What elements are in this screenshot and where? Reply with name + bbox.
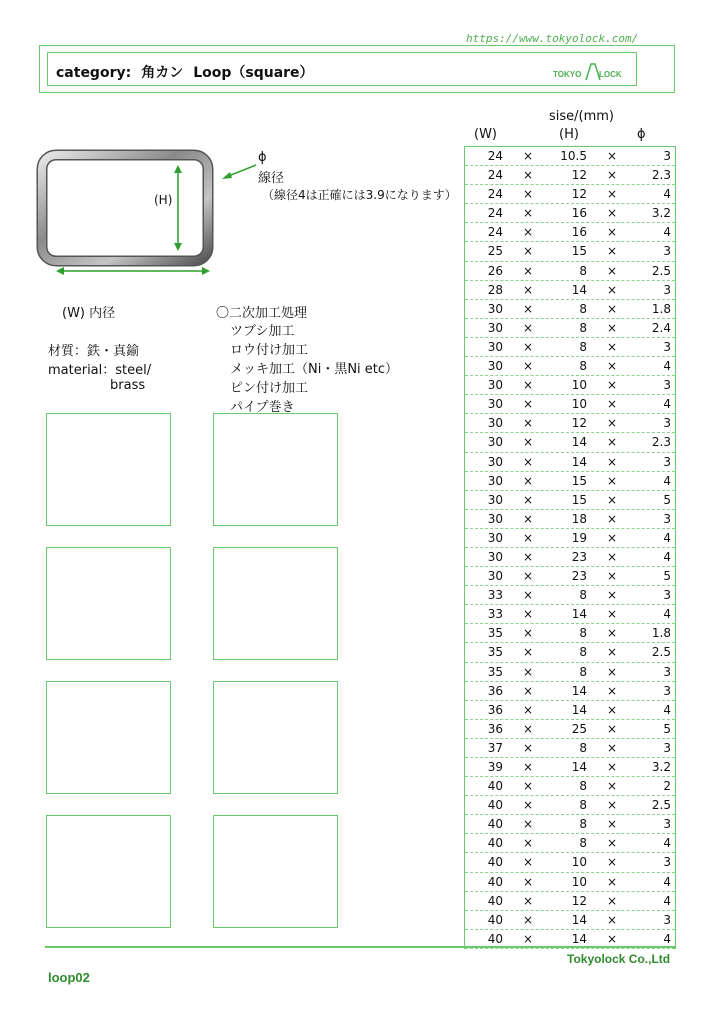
table-row — [465, 338, 675, 357]
table-row — [465, 624, 675, 643]
company-name: Tokyolock Co.,Ltd — [567, 952, 671, 966]
image-box — [213, 681, 338, 794]
material-en-2: brass — [110, 378, 146, 393]
cell-times: × — [523, 168, 534, 183]
cell-h: 10 — [571, 874, 587, 889]
cell-h: 8 — [579, 359, 587, 374]
cell-times: × — [523, 683, 534, 698]
cell-phi: 3 — [663, 339, 671, 354]
cell-times: × — [607, 225, 618, 240]
cell-h: 14 — [571, 435, 587, 450]
table-row — [465, 815, 675, 834]
cell-h: 10 — [571, 378, 587, 393]
cell-phi: 2.4 — [651, 320, 671, 335]
processing-item: メッキ加工（Ni・黒Ni etc） — [230, 362, 399, 377]
cell-phi: 2.5 — [651, 263, 671, 278]
cell-h: 8 — [579, 301, 587, 316]
cell-times: × — [607, 893, 618, 908]
phi-symbol: ϕ — [258, 150, 267, 165]
image-box — [46, 547, 171, 660]
cell-times: × — [523, 664, 534, 679]
cell-times: × — [607, 339, 618, 354]
cell-h: 10 — [571, 855, 587, 870]
cell-h: 14 — [571, 912, 587, 927]
cell-times: × — [607, 378, 618, 393]
cell-h: 14 — [571, 607, 587, 622]
cell-w: 24 — [487, 206, 503, 221]
table-row — [465, 701, 675, 720]
cell-times: × — [607, 359, 618, 374]
cell-times: × — [607, 607, 618, 622]
cell-w: 30 — [487, 320, 503, 335]
cell-h: 12 — [571, 416, 587, 431]
cell-times: × — [607, 416, 618, 431]
cell-w: 30 — [487, 435, 503, 450]
table-row — [465, 605, 675, 624]
cell-times: × — [607, 626, 618, 641]
cell-times: × — [607, 740, 618, 755]
cell-h: 12 — [571, 168, 587, 183]
cell-h: 12 — [571, 893, 587, 908]
cell-w: 30 — [487, 339, 503, 354]
cell-times: × — [523, 244, 534, 259]
size-table — [464, 146, 676, 949]
cell-times: × — [607, 645, 618, 660]
cell-w: 40 — [487, 855, 503, 870]
table-row — [465, 166, 675, 185]
cell-h: 23 — [571, 569, 587, 584]
cell-w: 28 — [487, 282, 503, 297]
cell-times: × — [607, 683, 618, 698]
cell-times: × — [523, 378, 534, 393]
cell-phi: 4 — [663, 836, 671, 851]
cell-phi: 2.3 — [651, 435, 671, 450]
cell-times: × — [607, 702, 618, 717]
cell-times: × — [523, 339, 534, 354]
cell-times: × — [523, 320, 534, 335]
cell-phi: 3.2 — [651, 760, 671, 774]
cell-times: × — [523, 645, 534, 660]
cell-w: 40 — [487, 931, 503, 946]
cell-phi: 2.3 — [651, 168, 671, 183]
processing-item: ロウ付け加工 — [230, 343, 309, 358]
cell-h: 15 — [571, 473, 587, 488]
cell-h: 8 — [579, 740, 587, 755]
table-row — [465, 586, 675, 605]
cell-h: 25 — [571, 721, 587, 736]
table-row — [465, 204, 675, 223]
table-row — [465, 376, 675, 395]
cell-times: × — [523, 874, 534, 889]
cell-times: × — [523, 359, 534, 374]
cell-times: × — [523, 893, 534, 908]
cell-times: × — [523, 779, 534, 794]
cell-times: × — [523, 740, 534, 755]
cell-times: × — [607, 874, 618, 889]
cell-h: 8 — [579, 645, 587, 660]
cell-w: 30 — [487, 416, 503, 431]
cell-phi: 5 — [663, 569, 671, 584]
cell-times: × — [523, 836, 534, 851]
category-en: Loop（square） — [193, 65, 314, 81]
table-row — [465, 281, 675, 300]
table-row — [465, 873, 675, 892]
cell-w: 30 — [487, 492, 503, 507]
material-jp: 材質：鉄・真鍮 — [48, 344, 140, 359]
cell-times: × — [523, 511, 534, 526]
cell-h: 18 — [571, 511, 587, 526]
cell-times: × — [607, 168, 618, 183]
cell-phi: 4 — [663, 874, 671, 889]
cell-h: 19 — [571, 530, 587, 545]
cell-times: × — [523, 931, 534, 946]
image-box — [213, 815, 338, 928]
cell-phi: 1.8 — [651, 626, 671, 641]
cell-phi: 3 — [663, 855, 671, 870]
cell-h: 16 — [571, 206, 587, 221]
cell-times: × — [523, 530, 534, 545]
cell-phi: 3 — [663, 740, 671, 755]
cell-h: 14 — [571, 454, 587, 469]
category-jp: 角カン — [141, 65, 184, 81]
cell-w: 30 — [487, 454, 503, 469]
square-loop-diagram — [36, 145, 226, 280]
cell-times: × — [607, 588, 618, 603]
table-row — [465, 185, 675, 204]
cell-h: 10 — [571, 397, 587, 412]
table-row — [465, 453, 675, 472]
cell-w: 35 — [487, 645, 503, 660]
cell-phi: 3 — [663, 912, 671, 927]
cell-phi: 3 — [663, 282, 671, 297]
cell-times: × — [607, 779, 618, 794]
cell-h: 15 — [571, 492, 587, 507]
cell-times: × — [523, 282, 534, 297]
cell-w: 24 — [487, 225, 503, 240]
cell-times: × — [523, 855, 534, 870]
cell-times: × — [607, 798, 618, 813]
cell-times: × — [523, 206, 534, 221]
table-row — [465, 682, 675, 701]
cell-times: × — [607, 530, 618, 545]
cell-h: 23 — [571, 549, 587, 564]
image-box — [46, 815, 171, 928]
cell-times: × — [523, 588, 534, 603]
cell-phi: 4 — [663, 530, 671, 545]
material-en-1: material：steel/ — [48, 363, 152, 378]
cell-w: 26 — [487, 263, 503, 278]
tokyolock-logo — [553, 62, 625, 82]
cell-w: 30 — [487, 359, 503, 374]
cell-w: 36 — [487, 683, 503, 698]
cell-w: 30 — [487, 569, 503, 584]
cell-times: × — [607, 301, 618, 316]
cell-times: × — [607, 931, 618, 946]
cell-times: × — [607, 511, 618, 526]
table-row — [465, 911, 675, 930]
table-row — [465, 414, 675, 433]
cell-w: 40 — [487, 874, 503, 889]
cell-times: × — [607, 569, 618, 584]
cell-times: × — [523, 435, 534, 450]
category-label: category: — [56, 65, 132, 81]
table-row — [465, 223, 675, 242]
cell-times: × — [523, 416, 534, 431]
cell-phi: 3 — [663, 683, 671, 698]
cell-times: × — [523, 702, 534, 717]
table-row — [465, 319, 675, 338]
table-row — [465, 472, 675, 491]
cell-w: 25 — [487, 244, 503, 259]
table-row — [465, 720, 675, 739]
logo-text-left: TOKYO — [553, 70, 582, 79]
h-label: (H) — [154, 193, 173, 207]
processing-title: 〇二次加工処理 — [216, 306, 308, 321]
cell-times: × — [523, 397, 534, 412]
table-row — [465, 758, 675, 777]
cell-h: 14 — [571, 931, 587, 946]
cell-times: × — [523, 225, 534, 240]
table-row — [465, 796, 675, 815]
cell-times: × — [523, 454, 534, 469]
cell-phi: 2.5 — [651, 645, 671, 660]
table-row — [465, 643, 675, 662]
cell-w: 33 — [487, 607, 503, 622]
cell-w: 33 — [487, 588, 503, 603]
cell-w: 30 — [487, 511, 503, 526]
cell-w: 30 — [487, 530, 503, 545]
table-row — [465, 262, 675, 281]
table-row — [465, 834, 675, 853]
table-row — [465, 242, 675, 261]
cell-w: 37 — [487, 740, 503, 755]
cell-times: × — [523, 817, 534, 832]
cell-times: × — [523, 492, 534, 507]
cell-times: × — [523, 607, 534, 622]
cell-phi: 2 — [663, 779, 671, 794]
cell-times: × — [607, 664, 618, 679]
table-row — [465, 300, 675, 319]
cell-times: × — [607, 721, 618, 736]
image-box — [213, 413, 338, 526]
cell-w: 40 — [487, 817, 503, 832]
logo-text-right: LOCK — [599, 70, 622, 79]
col-header-h: (H) — [559, 127, 579, 142]
cell-h: 10.5 — [560, 149, 587, 163]
cell-phi: 4 — [663, 549, 671, 564]
table-row — [465, 433, 675, 452]
cell-phi: 4 — [663, 187, 671, 202]
cell-phi: 3.2 — [651, 206, 671, 221]
image-box — [213, 547, 338, 660]
cell-times: × — [607, 435, 618, 450]
cell-phi: 4 — [663, 931, 671, 946]
cell-h: 14 — [571, 282, 587, 297]
cell-w: 39 — [487, 760, 503, 774]
cell-times: × — [607, 320, 618, 335]
cell-phi: 4 — [663, 607, 671, 622]
cell-times: × — [523, 569, 534, 584]
cell-h: 16 — [571, 225, 587, 240]
table-row — [465, 491, 675, 510]
cell-phi: 3 — [663, 588, 671, 603]
processing-item: ツブシ加工 — [230, 324, 295, 339]
cell-h: 8 — [579, 798, 587, 813]
cell-times: × — [607, 454, 618, 469]
cell-times: × — [607, 912, 618, 927]
loop-ring-sheen — [42, 155, 208, 261]
cell-h: 8 — [579, 817, 587, 832]
cell-w: 30 — [487, 473, 503, 488]
cell-times: × — [607, 855, 618, 870]
product-code: loop02 — [48, 970, 90, 985]
wire-diameter-label: 線径 — [258, 171, 285, 186]
cell-h: 14 — [571, 760, 587, 774]
cell-times: × — [607, 397, 618, 412]
cell-phi: 4 — [663, 397, 671, 412]
table-row — [465, 548, 675, 567]
cell-w: 24 — [487, 168, 503, 183]
cell-h: 8 — [579, 339, 587, 354]
cell-phi: 5 — [663, 721, 671, 736]
wire-diameter-note: （線径4は正確には3.9になります） — [262, 188, 457, 202]
cell-times: × — [523, 187, 534, 202]
table-row — [465, 739, 675, 758]
cell-h: 8 — [579, 588, 587, 603]
cell-phi: 3 — [663, 511, 671, 526]
col-header-phi: ϕ — [637, 127, 646, 142]
cell-w: 40 — [487, 779, 503, 794]
table-row — [465, 853, 675, 872]
category-title — [56, 62, 314, 82]
cell-h: 8 — [579, 779, 587, 794]
cell-phi: 4 — [663, 893, 671, 908]
cell-times: × — [523, 760, 534, 774]
cell-h: 8 — [579, 664, 587, 679]
cell-h: 15 — [571, 244, 587, 259]
cell-h: 8 — [579, 263, 587, 278]
table-row — [465, 357, 675, 376]
cell-times: × — [607, 187, 618, 202]
wire-pointer-arrow — [218, 163, 258, 183]
cell-w: 30 — [487, 378, 503, 393]
processing-item: ピン付け加工 — [230, 381, 309, 396]
cell-phi: 3 — [663, 244, 671, 259]
table-row — [465, 567, 675, 586]
cell-times: × — [607, 244, 618, 259]
w-inner-diameter-label: (W) 内径 — [62, 306, 116, 321]
table-row — [465, 529, 675, 548]
cell-phi: 3 — [663, 664, 671, 679]
cell-phi: 3 — [663, 416, 671, 431]
cell-times: × — [607, 282, 618, 297]
cell-w: 24 — [487, 149, 503, 163]
cell-phi: 4 — [663, 473, 671, 488]
cell-times: × — [607, 263, 618, 278]
table-row — [465, 663, 675, 682]
cell-w: 40 — [487, 912, 503, 927]
cell-w: 35 — [487, 626, 503, 641]
cell-times: × — [523, 473, 534, 488]
cell-h: 14 — [571, 683, 587, 698]
cell-times: × — [607, 760, 618, 774]
cell-phi: 5 — [663, 492, 671, 507]
cell-phi: 3 — [663, 378, 671, 393]
cell-h: 14 — [571, 702, 587, 717]
cell-w: 35 — [487, 664, 503, 679]
table-row — [465, 147, 675, 166]
website-url[interactable]: https://www.tokyolock.com/ — [466, 32, 639, 45]
cell-times: × — [607, 836, 618, 851]
cell-times: × — [523, 721, 534, 736]
processing-item: パイプ巻き — [230, 400, 295, 415]
cell-h: 8 — [579, 836, 587, 851]
cell-times: × — [523, 798, 534, 813]
cell-h: 8 — [579, 626, 587, 641]
cell-w: 40 — [487, 836, 503, 851]
cell-phi: 3 — [663, 454, 671, 469]
size-unit-label: sise/(mm) — [549, 109, 615, 124]
image-box — [46, 413, 171, 526]
table-row — [465, 777, 675, 796]
cell-w: 36 — [487, 721, 503, 736]
cell-times: × — [607, 492, 618, 507]
cell-phi: 2.5 — [651, 798, 671, 813]
col-header-w: (W) — [474, 127, 497, 142]
cell-w: 36 — [487, 702, 503, 717]
cell-phi: 4 — [663, 225, 671, 240]
cell-times: × — [523, 549, 534, 564]
cell-times: × — [607, 149, 618, 163]
table-row — [465, 395, 675, 414]
cell-h: 8 — [579, 320, 587, 335]
loop-ring-outer — [42, 155, 208, 261]
cell-w: 40 — [487, 893, 503, 908]
cell-times: × — [523, 626, 534, 641]
cell-times: × — [607, 206, 618, 221]
cell-w: 40 — [487, 798, 503, 813]
cell-phi: 3 — [663, 149, 671, 163]
table-row — [465, 510, 675, 529]
cell-w: 24 — [487, 187, 503, 202]
footer-divider — [45, 946, 675, 948]
cell-w: 30 — [487, 397, 503, 412]
cell-times: × — [523, 301, 534, 316]
cell-times: × — [607, 549, 618, 564]
cell-times: × — [523, 263, 534, 278]
table-row — [465, 892, 675, 911]
cell-phi: 4 — [663, 702, 671, 717]
cell-w: 30 — [487, 301, 503, 316]
image-box — [46, 681, 171, 794]
cell-times: × — [607, 473, 618, 488]
cell-times: × — [523, 912, 534, 927]
cell-h: 12 — [571, 187, 587, 202]
cell-phi: 1.8 — [651, 301, 671, 316]
cell-w: 30 — [487, 549, 503, 564]
cell-times: × — [523, 149, 534, 163]
cell-phi: 3 — [663, 817, 671, 832]
cell-times: × — [607, 817, 618, 832]
cell-phi: 4 — [663, 359, 671, 374]
